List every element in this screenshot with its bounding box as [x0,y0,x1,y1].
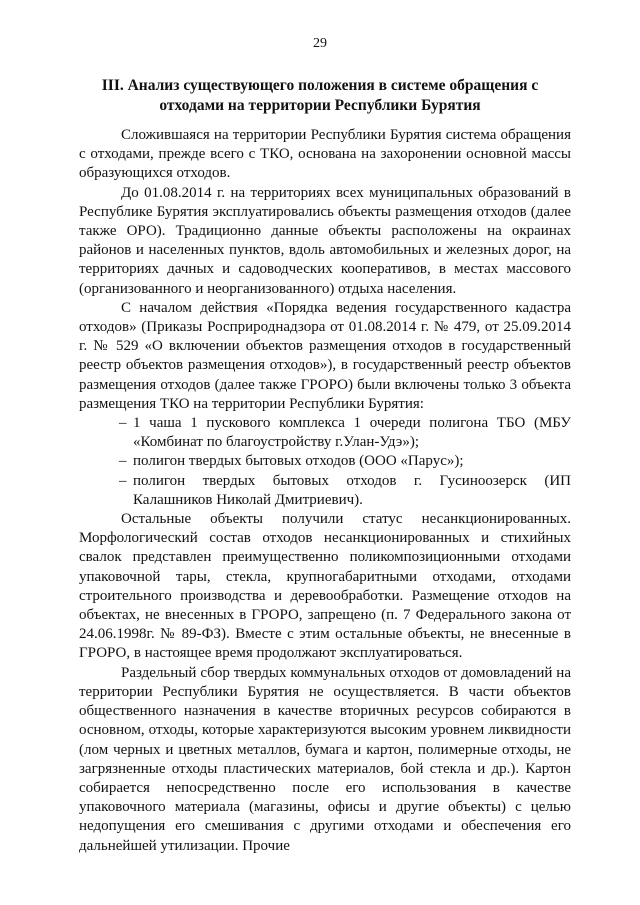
paragraph: С началом действия «Порядка ведения государственного кадастра отходов» (Приказы Росприроднадзора от 01.08.2014 г. № 479, от 25.09.2014 г. № 529 «О включении объектов размещения отходов в государственный реестр объектов размещения отходов»), в государственный реестр объектов размещения отходов (далее также ГРОРО) были включены только 3 объекта размещения ТКО на территории Республики Бурятия: [79,299,571,412]
paragraph: Остальные объекты получили статус несанкционированных. Морфологический состав отходов несанкционированных и стихийных свалок представлен преимущественно поликомпозиционными отходами упаковочной тары, стекла, крупногабаритными отходами, отходами строительного производства и деревообработки. Размещение отходов на объектах, не внесенных в ГРОРО, запрещено (п. 7 Федерального закона от 24.06.1998г. № 89-ФЗ). Вместе с этим остальные объекты, не внесенные в ГРОРО, в настоящее время продолжают эксплуатироваться. [79,511,571,662]
list-dash: – [119,415,127,432]
section-heading-line-2: отходами на территории Республики Бурятия [159,97,481,114]
section-heading-line-1: III. Анализ существующего положения в системе обращения с [101,77,539,94]
list-dash: – [119,453,127,470]
page-number: 29 [313,36,327,51]
paragraph: Раздельный сбор твердых коммунальных отходов от домовладений на территории Республики Бурятия не осуществляется. В части объектов общественного назначения в качестве вторичных ресурсов собираются в основном, отходы, которые характеризуются высоким уровнем ликвидности (лом черных и цветных металлов, бумага и картон, полимерные отходы, не загрязненные отходы пластических материалов, бой стекла и др.). Картон собирается непосредственно после его использования в качестве упаковочного материала (магазины, офисы и другие объекты) с целью недопущения его смешивания с другими отходами и обеспечения его дальнейшей утилизации. Прочие [79,664,571,854]
list-item [79,472,571,510]
list-item-text: полигон твердых бытовых отходов г. Гусиноозерск (ИП Калашников Николай Дмитриевич). [133,472,571,508]
list-item-text: 1 чаша 1 пускового комплекса 1 очереди полигона ТБО (МБУ «Комбинат по благоустройству г.Улан-Удэ»); [133,415,571,451]
document-body [79,126,571,856]
list-dash: – [119,472,127,489]
paragraph: Сложившаяся на территории Республики Бурятия система обращения с отходами, прежде всего с ТКО, основана на захоронении основной массы образующихся отходов. [79,127,571,182]
paragraph: До 01.08.2014 г. на территориях всех муниципальных образований в Республике Бурятия эксплуатировались объекты размещения отходов (далее также ОРО). Традиционно данные объекты расположены на окраинах районов и населенных пунктов, вдоль автомобильных и железных дорог, на территориях дачных и садоводческих кооперативов, в местах массового (организованного и неорганизованного) отдыха населения. [79,184,571,297]
list-item-text: полигон твердых бытовых отходов (ООО «Парус»); [133,453,464,470]
list-item [79,452,571,471]
section-heading [100,76,540,116]
landfill-list [79,414,571,510]
list-item [79,414,571,452]
